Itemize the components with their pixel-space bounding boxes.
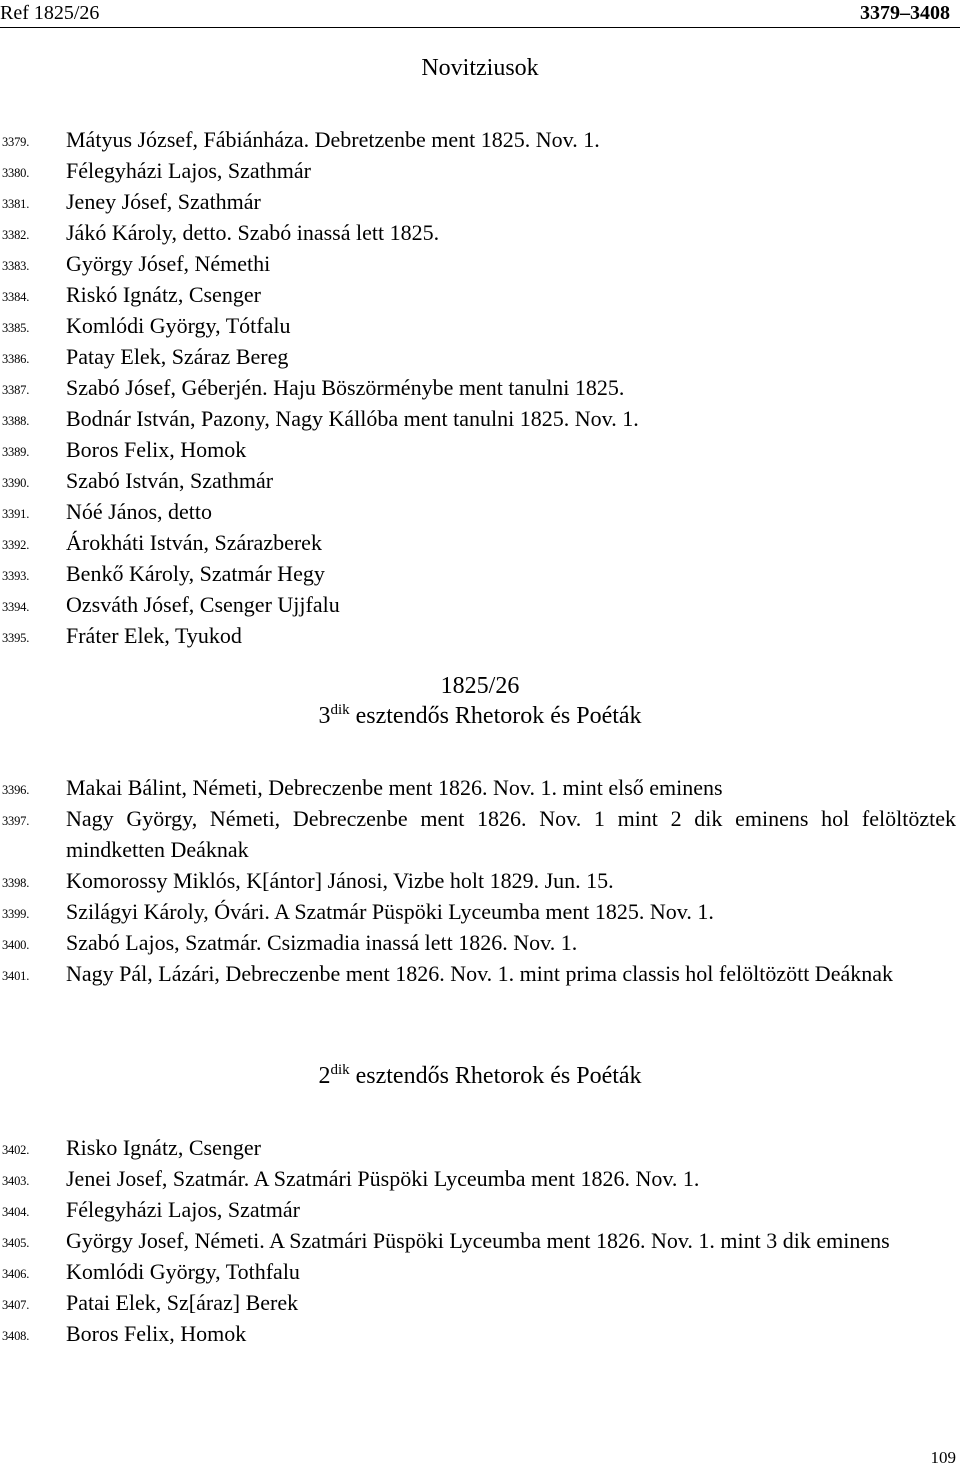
entry-text: Boros Felix, Homok [66,1321,247,1346]
list-item [0,248,960,279]
list-item [0,124,960,155]
entry-number: 3387. [2,383,30,397]
header-entry-range: 3379–3408 [860,2,950,24]
title-ordinal: 2 [318,1063,331,1089]
entry-number: 3405. [2,1236,30,1250]
entry-text: Félegyházi Lajos, Szatmár [66,1197,300,1222]
entry-number: 3381. [2,197,30,211]
entry-text: Benkő Károly, Szatmár Hegy [66,561,325,586]
list-item [0,772,960,803]
entry-number: 3400. [2,938,30,952]
entry-text: Patai Elek, Sz[áraz] Berek [66,1290,299,1315]
entry-number: 3390. [2,476,30,490]
entry-text: Félegyházi Lajos, Szathmár [66,158,311,183]
entry-text: Patay Elek, Száraz Bereg [66,344,289,369]
entry-number: 3388. [2,414,30,428]
list-item [0,155,960,186]
list-item [0,465,960,496]
entry-text: Szabó Jósef, Géberjén. Haju Böszörménybe ment tanulni 1825. [66,375,625,400]
entry-number: 3386. [2,352,30,366]
entry-list-3dik [0,772,960,989]
list-item [0,1132,960,1163]
entry-number: 3408. [2,1329,30,1343]
entry-number: 3406. [2,1267,30,1281]
entry-text: Fráter Elek, Tyukod [66,623,242,648]
entry-number: 3407. [2,1298,30,1312]
list-item [0,1225,960,1256]
list-item [0,186,960,217]
entry-text: Makai Bálint, Németi, Debreczenbe ment 1826. Nov. 1. mint első eminens [66,775,723,800]
page-header [0,0,960,28]
entry-text: György Jósef, Némethi [66,251,271,276]
page-number: 109 [930,1448,956,1467]
entry-text: Riskó Ignátz, Csenger [66,282,261,307]
list-item [0,620,960,651]
entry-text: Jákó Károly, detto. Szabó inassá lett 1825. [66,220,440,245]
entry-text: Szilágyi Károly, Óvári. A Szatmár Püspöki Lyceumba ment 1825. Nov. 1. [66,899,714,924]
title-text: esztendős Rhetorok és Poéták [349,703,642,729]
entry-text: Nóé János, detto [66,499,213,524]
list-item [0,803,960,865]
section-title-novitziusok: Novitziusok [421,55,539,81]
entry-number: 3393. [2,569,30,583]
section-title-3dik [0,701,960,731]
list-item [0,1194,960,1225]
entry-number: 3398. [2,876,30,890]
list-item [0,927,960,958]
section-title-2dik [0,1061,960,1091]
entry-number: 3380. [2,166,30,180]
list-item [0,865,960,896]
entry-number: 3384. [2,290,30,304]
entry-text: Szabó Lajos, Szatmár. Csizmadia inassá lett 1826. Nov. 1. [66,930,578,955]
entry-number: 3403. [2,1174,30,1188]
entry-text: Komlódi György, Tótfalu [66,313,291,338]
list-item [0,310,960,341]
entry-text: Komorossy Miklós, K[ántor] Jánosi, Vizbe holt 1829. Jun. 15. [66,868,614,893]
entry-number: 3395. [2,631,30,645]
list-item [0,434,960,465]
entry-number: 3392. [2,538,30,552]
entry-text: Risko Ignátz, Csenger [66,1135,261,1160]
entry-number: 3402. [2,1143,30,1157]
list-item [0,896,960,927]
list-item [0,341,960,372]
entry-number: 3394. [2,600,30,614]
entry-text: Ozsváth Jósef, Csenger Ujjfalu [66,592,340,617]
list-item [0,558,960,589]
entry-text: Nagy György, Németi, Debreczenbe ment 1826. Nov. 1 mint 2 dik eminens hol felöltöztek mindketten Deáknak [66,806,956,862]
header-reference: Ref 1825/26 [0,2,100,24]
list-item [0,527,960,558]
entry-text: Mátyus József, Fábiánháza. Debretzenbe ment 1825. Nov. 1. [66,127,600,152]
entry-text: Jenei Josef, Szatmár. A Szatmári Püspöki Lyceumba ment 1826. Nov. 1. [66,1166,700,1191]
entry-number: 3385. [2,321,30,335]
list-item [0,958,960,989]
title-ordinal-suffix: dik [330,702,350,718]
list-item [0,217,960,248]
list-item [0,279,960,310]
entry-list-novitziusok [0,124,960,651]
entry-text: Jeney Jósef, Szathmár [66,189,261,214]
entry-number: 3399. [2,907,30,921]
entry-number: 3391. [2,507,30,521]
list-item [0,1256,960,1287]
entry-number: 3396. [2,783,30,797]
list-item [0,1318,960,1349]
entry-number: 3397. [2,814,30,828]
list-item [0,403,960,434]
title-text: esztendős Rhetorok és Poéták [349,1063,642,1089]
list-item [0,1163,960,1194]
title-ordinal-suffix: dik [330,1062,350,1078]
entry-number: 3383. [2,259,30,273]
entry-number: 3401. [2,969,30,983]
entry-text: Boros Felix, Homok [66,437,247,462]
list-item [0,589,960,620]
entry-text: György Josef, Németi. A Szatmári Püspöki Lyceumba ment 1826. Nov. 1. mint 3 dik eminens [66,1228,890,1253]
entry-text: Komlódi György, Tothfalu [66,1259,300,1284]
list-item [0,1287,960,1318]
entry-list-2dik [0,1132,960,1349]
entry-text: Nagy Pál, Lázári, Debreczenbe ment 1826. Nov. 1. mint prima classis hol felöltözött Deáknak [66,961,893,986]
entry-text: Szabó István, Szathmár [66,468,274,493]
title-ordinal: 3 [318,703,331,729]
entry-number: 3379. [2,135,30,149]
entry-number: 3404. [2,1205,30,1219]
entry-number: 3389. [2,445,30,459]
list-item [0,496,960,527]
list-item [0,372,960,403]
entry-number: 3382. [2,228,30,242]
entry-text: Árokháti István, Szárazberek [66,530,322,555]
entry-text: Bodnár István, Pazony, Nagy Kállóba ment tanulni 1825. Nov. 1. [66,406,639,431]
section-year: 1825/26 [440,673,520,699]
